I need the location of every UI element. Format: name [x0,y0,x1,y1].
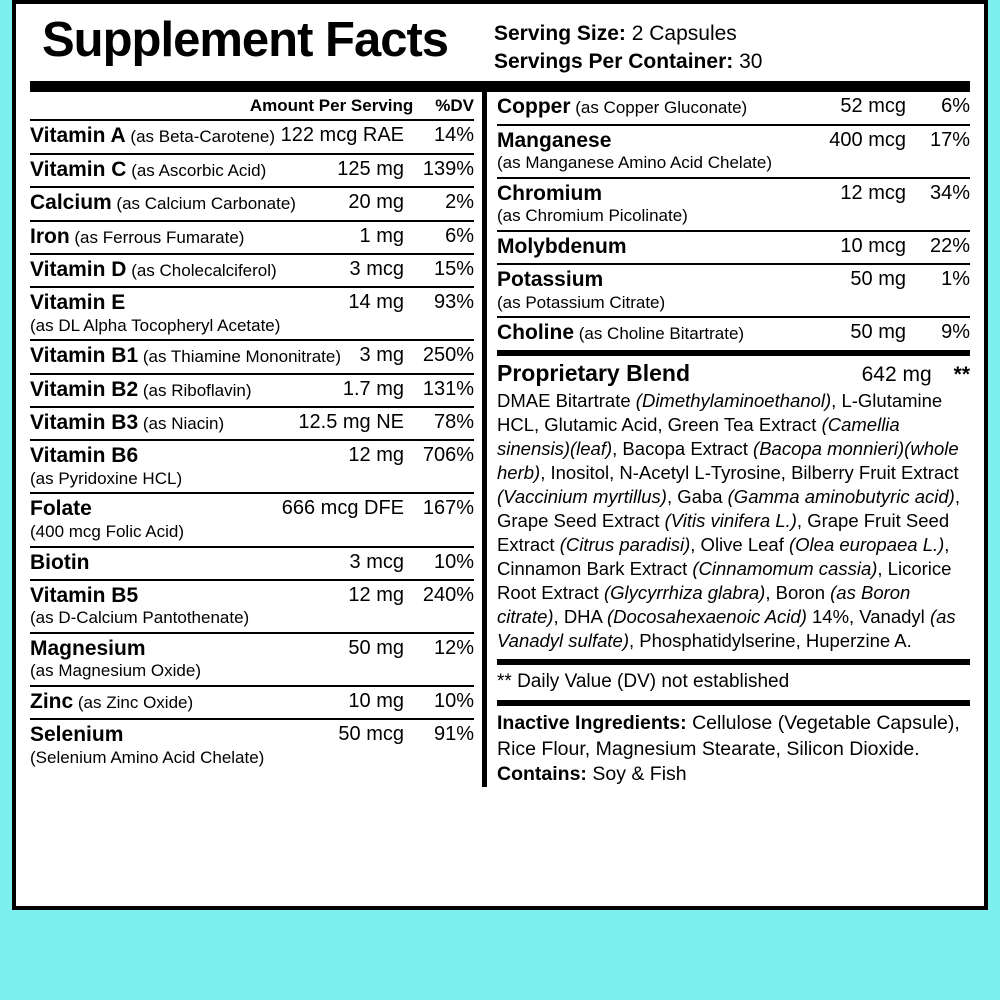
nutrient-source: (as Niacin) [138,414,225,434]
nutrient-amount: 50 mg [348,636,404,659]
nutrient-amount: 1 mg [359,224,404,247]
nutrient-amount: 3 mcg [349,257,404,280]
page-title: Supplement Facts [42,13,449,67]
left-rows-container [30,119,474,771]
nutrient-dv: 12% [433,636,474,659]
nutrient-name: Magnesium [30,636,146,660]
nutrient-amount: 122 mcg RAE [280,124,404,147]
nutrient-amount: 50 mg [850,268,906,291]
nutrient-name-cell [497,182,802,226]
nutrient-name: Vitamin B6 [30,444,139,468]
daily-value-note: ** Daily Value (DV) not established [497,659,970,693]
nutrient-name: Chromium [497,181,602,205]
servings-per-container-value: 30 [739,49,763,73]
nutrient-dv: 250% [422,344,474,367]
nutrient-amount: 666 mcg DFE [281,497,404,520]
nutrient-dv: 14% [433,124,474,147]
nutrient-source: (as Choline Bitartrate) [574,324,745,344]
nutrient-row [497,92,970,123]
nutrient-dv: 6% [445,224,474,247]
nutrient-dv: 17% [929,128,970,151]
amount-per-serving-header: Amount Per Serving [249,96,414,116]
nutrient-name: Vitamin B3 [30,411,139,435]
nutrient-name-cell [497,235,802,259]
nutrient-row [30,119,474,152]
serving-size-value: 2 Capsules [631,22,737,45]
nutrient-amount: 1.7 mg [342,377,404,400]
nutrient-name-cell [497,129,802,173]
nutrient-row [30,718,474,771]
nutrient-name-cell [30,444,348,488]
servings-per-container-line [494,48,964,76]
contains-value: Soy & Fish [592,762,687,785]
nutrient-amount: 20 mg [348,191,404,214]
nutrient-amount: 52 mcg [840,95,906,118]
nutrient-dv: 22% [929,234,970,257]
nutrient-source: (as Zinc Oxide) [73,693,194,713]
nutrient-name: Manganese [497,128,612,152]
nutrient-row [30,253,474,286]
right-rows-container [497,92,970,349]
nutrient-row [30,220,474,253]
nutrient-source: (as Beta-Carotene) [125,127,275,147]
inactive-ingredients-label: Inactive Ingredients: [497,712,687,735]
nutrient-source-subline: (as Manganese Amino Acid Chelate) [497,153,772,173]
nutrient-dv: 91% [433,723,474,746]
header-divider [30,81,970,92]
nutrient-name-cell [30,291,348,335]
nutrient-source: (as Thiamine Mononitrate) [138,347,341,367]
nutrient-row [497,230,970,263]
nutrient-dv: 78% [433,411,474,434]
inactive-ingredients-value: Cellulose (Vegetable Capsule), Rice Flour, Magnesium Stearate, Silicon Dioxide. [497,712,960,760]
nutrient-name-cell [30,411,298,435]
nutrient-name: Vitamin D [30,257,127,281]
nutrient-dv: 1% [941,268,970,291]
nutrient-name-cell [30,497,282,541]
proprietary-blend-name: Proprietary Blend [497,359,690,386]
nutrient-amount: 3 mg [359,344,404,367]
nutrient-row [30,546,474,579]
nutrient-dv: 706% [422,444,474,467]
nutrient-dv: 6% [941,95,970,118]
proprietary-blend-header [497,350,970,387]
nutrient-name: Choline [497,321,574,345]
nutrient-name: Biotin [30,550,90,574]
proprietary-blend-dv: ** [953,362,970,386]
nutrient-source-subline: (as Pyridoxine HCL) [30,468,183,488]
column-divider [482,92,487,787]
nutrient-amount: 12 mcg [840,181,906,204]
nutrient-name-cell [30,551,350,575]
inactive-ingredients-line [497,711,970,762]
nutrient-dv: 139% [422,157,474,180]
serving-size-line [494,20,964,48]
nutrient-dv: 93% [433,291,474,314]
nutrient-row [30,439,474,492]
nutrient-row [30,406,474,439]
nutrient-row [30,492,474,545]
nutrient-source-subline: (as Magnesium Oxide) [30,661,202,681]
contains-label: Contains: [497,762,587,785]
nutrient-name: Potassium [497,268,604,292]
nutrient-amount: 10 mcg [840,234,906,257]
nutrient-name-cell [30,344,360,368]
nutrient-row [497,124,970,177]
nutrient-name: Vitamin B1 [30,344,139,368]
nutrient-row [497,263,970,316]
nutrient-amount: 10 mg [348,690,404,713]
nutrient-name-cell [30,690,348,714]
nutrient-row [497,177,970,230]
nutrient-name: Selenium [30,723,124,747]
nutrient-amount: 12 mg [348,444,404,467]
supplement-facts-panel [12,0,988,910]
nutrient-amount: 125 mg [337,157,404,180]
nutrient-name-cell [30,258,350,282]
nutrient-row [30,153,474,186]
nutrient-amount: 50 mg [850,321,906,344]
nutrient-name-cell [30,124,281,148]
nutrient-amount: 3 mcg [349,550,404,573]
nutrient-row [30,579,474,632]
nutrient-row [30,632,474,685]
nutrient-dv: 167% [422,497,474,520]
nutrient-amount: 400 mcg [829,128,906,151]
nutrient-dv: 240% [422,583,474,606]
nutrient-name-cell [30,584,348,628]
nutrient-row [30,286,474,339]
nutrient-source: (as Calcium Carbonate) [111,194,296,214]
nutrient-name: Folate [30,497,92,521]
inactive-ingredients [497,700,970,787]
nutrient-row [30,373,474,406]
nutrient-name-cell [30,191,348,215]
contains-line [497,762,970,787]
nutrient-dv: 131% [422,377,474,400]
nutrient-name: Molybdenum [497,234,627,258]
nutrient-name-cell [497,321,802,345]
nutrient-name: Vitamin C [30,157,127,181]
servings-per-container-label: Servings Per Container: [494,49,734,73]
nutrient-row [30,685,474,718]
nutrient-dv: 10% [433,550,474,573]
dv-header: %DV [435,96,474,116]
nutrient-name-cell [497,268,802,312]
nutrient-source: (as Ferrous Fumarate) [69,227,245,247]
nutrient-name: Vitamin B5 [30,583,139,607]
nutrient-source: (as Riboflavin) [138,380,252,400]
nutrient-row [497,316,970,349]
nutrient-dv: 15% [433,257,474,280]
column-headers [30,92,474,119]
nutrient-source: (as Ascorbic Acid) [126,160,267,180]
nutrient-name: Iron [30,224,70,248]
serving-size-label: Serving Size: [494,22,626,45]
nutrient-source-subline: (as D-Calcium Pantothenate) [30,608,250,628]
serving-info [494,20,964,75]
proprietary-blend-amount: 642 mg [861,362,932,386]
nutrient-column-right [495,92,970,787]
proprietary-blend-ingredients: DMAE Bitartrate (Dimethylaminoethanol), L-Glutamine HCL, Glutamic Acid, Green Tea Extract (Camellia sinensis)(leaf), Bacopa Extract (Bacopa monnieri)(whole herb), Inositol, N-Acetyl L-Tyrosine, Bilberry Fruit Extract (Vaccinium myrtillus), Gaba (Gamma aminobutyric acid), Grape Seed Extract (Vitis vinifera L.), Grape Fruit Seed Extract (Citrus paradisi), Olive Leaf (Olea europaea L.), Cinnamon Bark Extract (Cinnamomum cassia), Licorice Root Extract (Glycyrrhiza glabra), Boron (as Boron citrate), DHA (Docosahexaenoic Acid) 14%, Vanadyl (as Vanadyl sulfate), Phosphatidylserine, Huperzine A. [497,389,960,652]
nutrient-dv: 2% [445,191,474,214]
panel-header [30,14,970,75]
nutrient-source-subline: (Selenium Amino Acid Chelate) [30,747,265,767]
nutrient-amount: 12.5 mg NE [298,411,404,434]
nutrient-name-cell [30,378,343,402]
nutrient-name-cell [30,225,360,249]
nutrient-dv: 9% [941,321,970,344]
nutrient-source-subline: (as Potassium Citrate) [497,292,666,312]
nutrient-name: Zinc [30,690,74,714]
nutrient-row [30,339,474,372]
nutrient-name: Vitamin B2 [30,377,139,401]
nutrient-source-subline: (as DL Alpha Tocopheryl Acetate) [30,315,281,335]
nutrient-source: (as Copper Gluconate) [570,98,748,118]
nutrient-column-left [30,92,482,787]
nutrient-name: Copper [497,95,571,119]
nutrient-source: (as Cholecalciferol) [126,260,277,280]
nutrient-name: Calcium [30,191,112,215]
nutrient-amount: 12 mg [348,583,404,606]
nutrient-amount: 14 mg [348,291,404,314]
nutrient-name-cell [30,723,338,767]
nutrient-dv: 10% [433,690,474,713]
nutrient-name: Vitamin E [30,291,126,315]
nutrient-columns [30,92,970,787]
nutrient-name-cell [30,637,348,681]
nutrient-amount: 50 mcg [338,723,404,746]
nutrient-source-subline: (as Chromium Picolinate) [497,206,688,226]
nutrient-dv: 34% [929,181,970,204]
nutrient-name: Vitamin A [30,124,126,148]
nutrient-name-cell [497,95,802,119]
nutrient-name-cell [30,158,337,182]
nutrient-source-subline: (400 mcg Folic Acid) [30,521,184,541]
nutrient-row [30,186,474,219]
